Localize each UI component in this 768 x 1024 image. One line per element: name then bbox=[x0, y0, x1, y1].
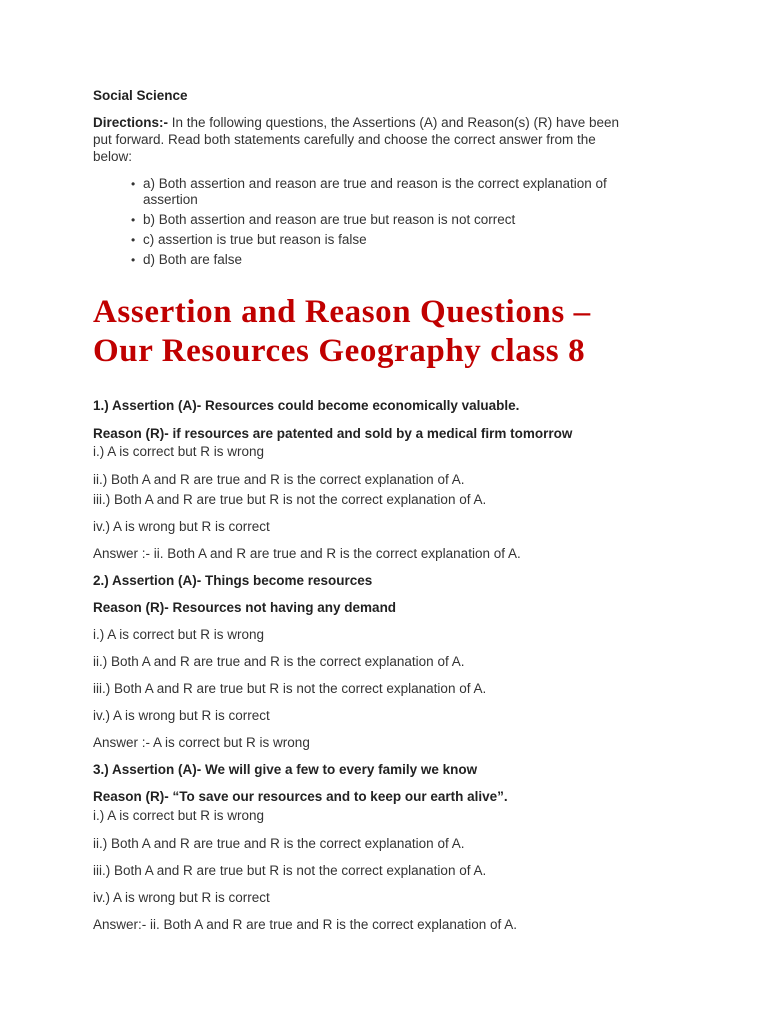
q1-option-iv: iv.) A is wrong but R is correct bbox=[93, 519, 270, 534]
page-heading bbox=[93, 293, 693, 371]
q2-assertion: 2.) Assertion (A)- Things become resources bbox=[93, 573, 373, 588]
q2-option-iv: iv.) A is wrong but R is correct bbox=[93, 708, 270, 723]
heading-line-1: Assertion and Reason Questions – bbox=[93, 294, 591, 330]
directions-label: Directions:- bbox=[93, 115, 169, 130]
q1-option-iii: iii.) Both A and R are true but R is not the correct explanation of A. bbox=[93, 492, 487, 507]
choice-a-continued: assertion bbox=[143, 192, 198, 207]
choice-d: • d) Both are false bbox=[131, 252, 671, 268]
q3-reason: Reason (R)- “To save our resources and to keep our earth alive”. bbox=[93, 789, 508, 804]
q1-option-ii: ii.) Both A and R are true and R is the correct explanation of A. bbox=[93, 472, 465, 487]
choice-a: • a) Both assertion and reason are true and reason is the correct explanation of assertion bbox=[131, 176, 671, 208]
q1-option-i: i.) A is correct but R is wrong bbox=[93, 444, 265, 459]
q3-option-ii: ii.) Both A and R are true and R is the correct explanation of A. bbox=[93, 836, 465, 851]
q2-option-i: i.) A is correct but R is wrong bbox=[93, 627, 265, 642]
choice-c: • c) assertion is true but reason is false bbox=[131, 232, 671, 248]
q2-answer: Answer :- A is correct but R is wrong bbox=[93, 735, 310, 750]
q1-answer: Answer :- ii. Both A and R are true and R is the correct explanation of A. bbox=[93, 546, 521, 561]
q1-assertion: 1.) Assertion (A)- Resources could become economically valuable. bbox=[93, 398, 520, 413]
directions-line-3: below: bbox=[93, 149, 133, 164]
q2-option-ii: ii.) Both A and R are true and R is the correct explanation of A. bbox=[93, 654, 465, 669]
q3-option-i: i.) A is correct but R is wrong bbox=[93, 808, 265, 823]
q3-option-iv: iv.) A is wrong but R is correct bbox=[93, 890, 270, 905]
choices-list bbox=[131, 176, 671, 268]
directions-text-1: In the following questions, the Assertions (A) and Reason(s) (R) have been bbox=[168, 115, 620, 130]
q3-assertion: 3.) Assertion (A)- We will give a few to every family we know bbox=[93, 762, 478, 777]
q3-answer: Answer:- ii. Both A and R are true and R is the correct explanation of A. bbox=[93, 917, 517, 932]
q2-reason: Reason (R)- Resources not having any demand bbox=[93, 600, 397, 615]
subject-title: Social Science bbox=[93, 88, 188, 103]
q2-option-iii: iii.) Both A and R are true but R is not the correct explanation of A. bbox=[93, 681, 487, 696]
q3-option-iii: iii.) Both A and R are true but R is not the correct explanation of A. bbox=[93, 863, 487, 878]
choice-b: • b) Both assertion and reason are true but reason is not correct bbox=[131, 212, 671, 228]
q1-reason: Reason (R)- if resources are patented and sold by a medical firm tomorrow bbox=[93, 426, 573, 441]
heading-line-2: Our Resources Geography class 8 bbox=[93, 333, 586, 369]
directions-line-1 bbox=[93, 115, 619, 131]
directions-line-2: put forward. Read both statements carefully and choose the correct answer from the bbox=[93, 132, 596, 147]
